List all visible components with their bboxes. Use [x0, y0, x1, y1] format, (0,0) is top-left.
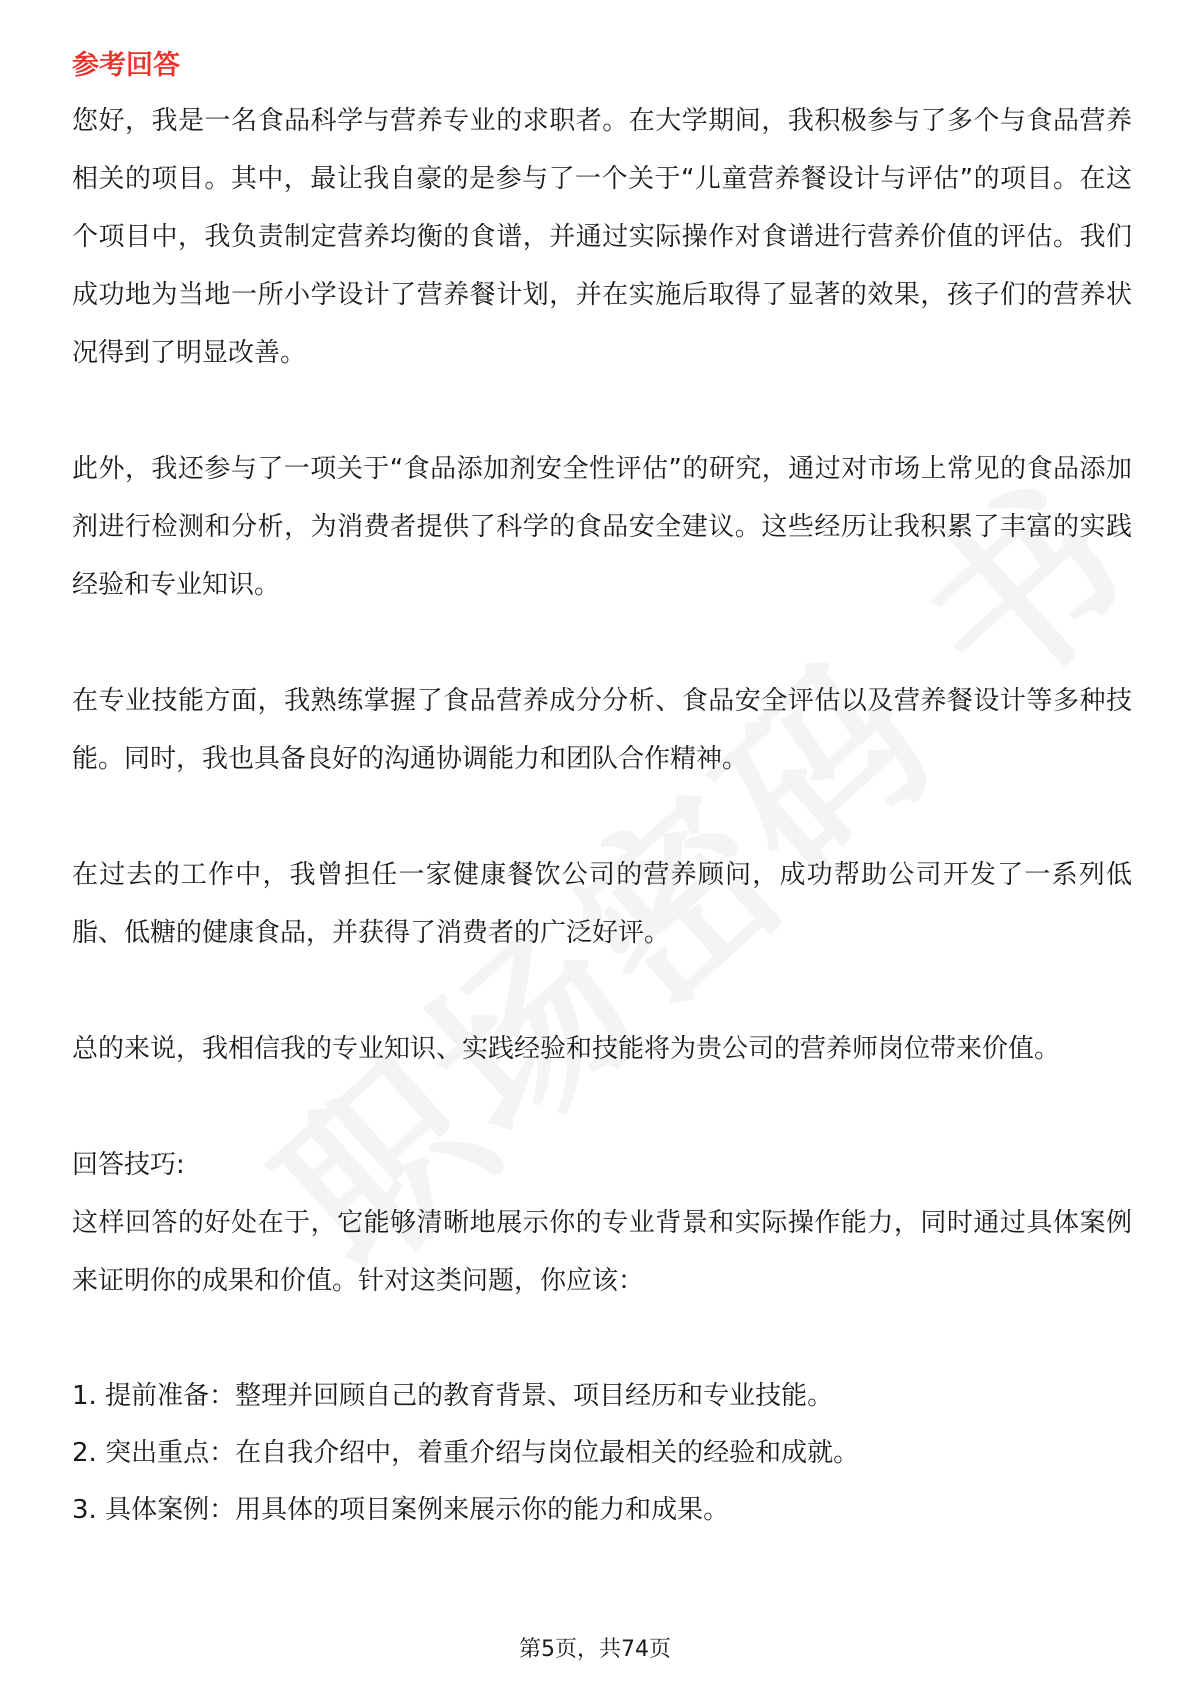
- paragraph-research: 此外，我还参与了一项关于“食品添加剂安全性评估”的研究，通过对市场上常见的食品添加剂进行检测和分析，为消费者提供了科学的食品安全建议。这些经历让我积累了丰富的实践经验和专业知识。: [72, 454, 1132, 600]
- paragraph-skills: 在专业技能方面，我熟练掌握了食品营养成分分析、食品安全评估以及营养餐设计等多种技能。同时，我也具备良好的沟通协调能力和团队合作精神。: [72, 686, 1132, 774]
- paragraph-intro: 您好，我是一名食品科学与营养专业的求职者。在大学期间，我积极参与了多个与食品营养相关的项目。其中，最让我自豪的是参与了一个关于“儿童营养餐设计与评估”的项目。在这个项目中，我负责制定营养均衡的食谱，并通过实际操作对食谱进行营养价值的评估。我们成功地为当地一所小学设计了营养餐计划，并在实施后取得了显著的效果，孩子们的营养状况得到了明显改善。: [72, 106, 1132, 368]
- document-body: [72, 46, 1132, 1539]
- paragraph-experience: 在过去的工作中，我曾担任一家健康餐饮公司的营养顾问，成功帮助公司开发了一系列低脂、低糖的健康食品，并获得了消费者的广泛好评。: [72, 860, 1132, 948]
- tips-list-item: 3. 具体案例：用具体的项目案例来展示你的能力和成果。: [72, 1495, 730, 1525]
- tips-intro: 这样回答的好处在于，它能够清晰地展示你的专业背景和实际操作能力，同时通过具体案例来证明你的成果和价值。针对这类问题，你应该：: [72, 1208, 1132, 1296]
- tips-list-item: 1. 提前准备：整理并回顾自己的教育背景、项目经历和专业技能。: [72, 1381, 834, 1411]
- section-heading: 参考回答: [72, 50, 180, 81]
- tips-title: 回答技巧:: [72, 1150, 185, 1180]
- page-number: 第5页，共74页: [519, 1637, 671, 1662]
- paragraph-summary: 总的来说，我相信我的专业知识、实践经验和技能将为贵公司的营养师岗位带来价值。: [72, 1034, 1061, 1064]
- tips-list-item: 2. 突出重点：在自我介绍中，着重介绍与岗位最相关的经验和成就。: [72, 1438, 860, 1468]
